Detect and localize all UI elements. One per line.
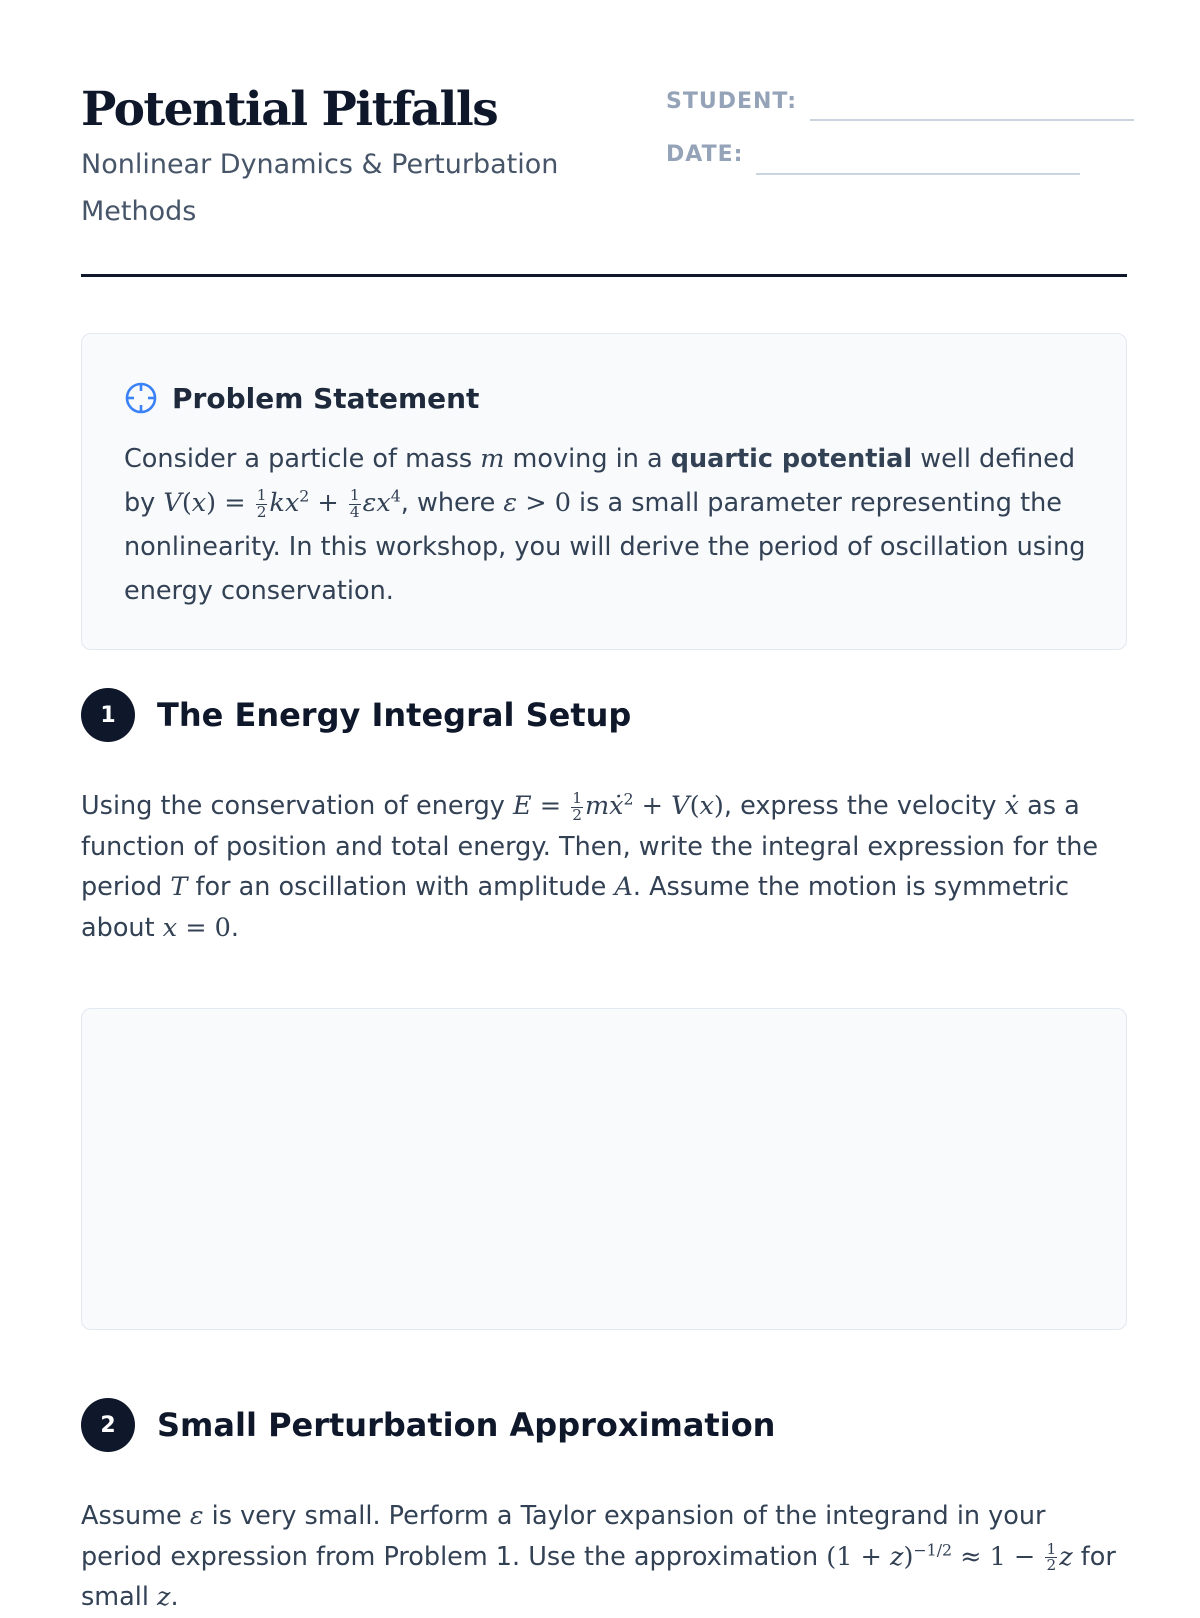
date-field[interactable]	[756, 173, 1080, 175]
page-title: Potential Pitfalls	[81, 82, 498, 137]
problem-statement-title: Problem Statement	[172, 381, 480, 415]
section-1-text: Using the conservation of energy E = $\frac{1}{2}$ mẋ$^2$ + V(x), express the velocity ẋ as a function of position and total energy. Then, write the integral expression for the period T for an oscillation with amplitude A. Assume the motion is symmetric about x = 0.	[81, 789, 1099, 943]
section-title: The Energy Integral Setup	[157, 696, 632, 734]
student-name-field[interactable]	[810, 119, 1134, 121]
header-divider	[81, 274, 1127, 277]
problem-statement-text: Consider a particle of mass m moving in a quartic potential well defined by V(x) = $\frac{1}{2}$ $kx^2$ + $\frac{1}{4}$ $\varepsilon x^4$, where ε > 0 is a small parameter representing the nonlinearity. In this workshop, you will derive the period of oscillation using energy conservation.	[124, 444, 1086, 606]
section-number-badge: 1	[81, 688, 135, 742]
problem-statement-header	[124, 378, 479, 418]
potential-equation: V(x) = $\frac{1}{2}$ $kx^2$ + $\frac{1}{4}$ $\varepsilon x^4$	[163, 486, 401, 521]
crosshair-icon	[124, 381, 158, 415]
section-1-header	[81, 688, 631, 742]
section-2-text: Assume ε is very small. Perform a Taylor expansion of the integrand in your period expression from Problem 1. Use the approximation $(1 + z)^{-1/2} \approx 1$ − $\frac{1}{2}$ z for small z.	[81, 1501, 1116, 1612]
student-label: STUDENT:	[666, 89, 798, 114]
section-number-badge: 2	[81, 1398, 135, 1452]
section-2-header	[81, 1398, 775, 1452]
problem-statement-box	[81, 333, 1127, 650]
page-subtitle: Nonlinear Dynamics & Perturbation Methods	[81, 149, 559, 227]
answer-box-section-1[interactable]	[81, 1008, 1127, 1330]
date-label: DATE:	[666, 142, 744, 167]
section-title: Small Perturbation Approximation	[157, 1406, 776, 1444]
quartic-potential-emphasis: quartic potential	[670, 444, 913, 474]
